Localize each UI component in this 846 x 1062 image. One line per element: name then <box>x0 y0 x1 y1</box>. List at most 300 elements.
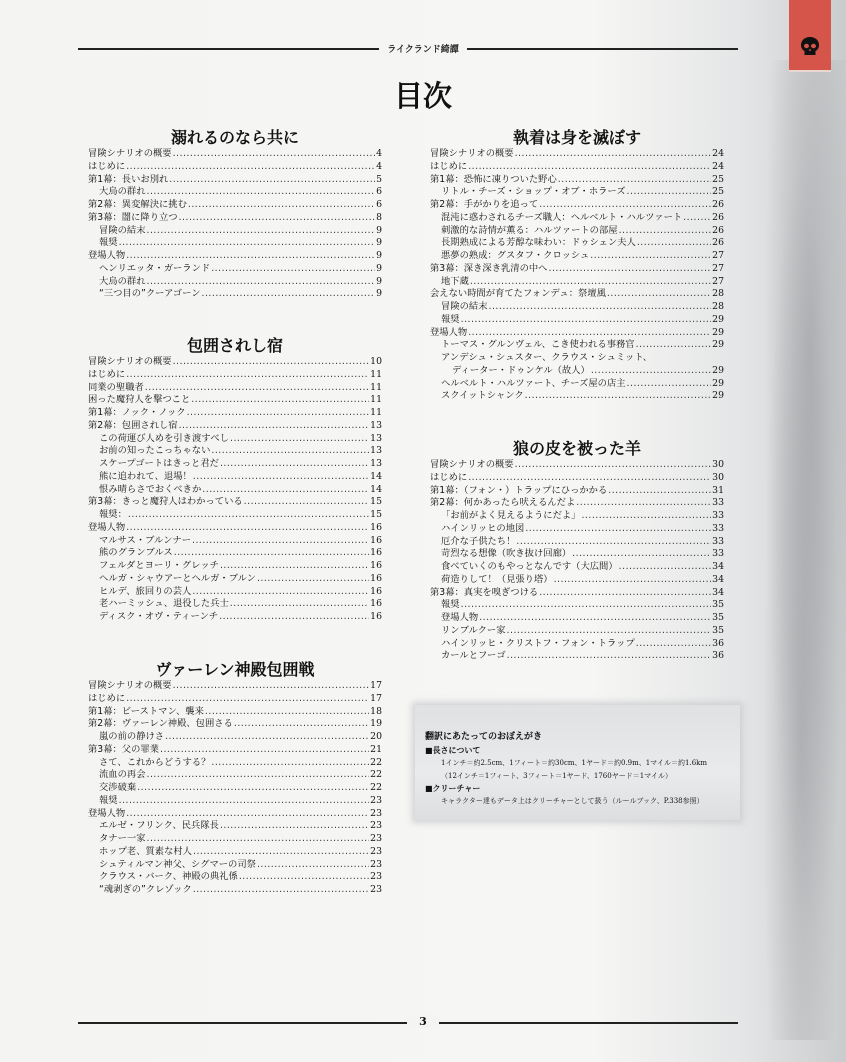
toc-entry-title: フェルダとヨーリ・グレッチ <box>99 560 219 571</box>
toc-entry-title: ハインリッヒ・クリストフ・フォン・トラップ <box>441 637 635 649</box>
toc-entry[interactable] <box>430 327 724 340</box>
toc-entry-title: 第2幕：何かあったら吠えるんだよ <box>430 497 576 509</box>
dot-leader <box>211 263 375 276</box>
toc-entry-title: 第1幕：ノック・ノック <box>88 407 186 418</box>
dot-leader <box>234 718 369 731</box>
dot-leader <box>126 522 369 535</box>
notes-text: 1インチ＝約2.5cm、1フィート＝約30cm、1ヤード＝約0.9m、1マイル＝約1.6km <box>441 759 708 767</box>
toc-entry-title: 第1幕：（フォン・）トラップにひっかかる <box>430 484 608 496</box>
toc-entry[interactable] <box>430 390 724 403</box>
dot-leader <box>192 535 369 548</box>
toc-entry-page: 23 <box>370 884 382 895</box>
toc-entry-title: シュティルマン神父、シグマーの司祭 <box>99 858 256 870</box>
dot-leader <box>636 638 711 651</box>
toc-section <box>430 128 724 403</box>
toc-entry-page: 34 <box>712 561 724 572</box>
toc-entry-page: 33 <box>712 522 724 534</box>
toc-entry[interactable] <box>88 394 382 407</box>
toc-entry[interactable] <box>88 535 382 548</box>
toc-entry[interactable] <box>88 250 382 263</box>
toc-entry-page: 26 <box>712 199 724 210</box>
toc-entry-page: 23 <box>370 820 382 832</box>
toc-entry[interactable] <box>88 356 382 369</box>
toc-entry-title: 第1幕：長いお別れ <box>88 173 169 185</box>
dot-leader <box>572 548 711 561</box>
toc-entry-page: 14 <box>370 470 382 482</box>
dot-leader <box>581 510 711 523</box>
toc-entry[interactable] <box>430 288 724 301</box>
toc-entry-page: 25 <box>712 173 724 185</box>
toc-entry-title: 登場人物 <box>88 807 126 819</box>
toc-entry-title: 刺激的な詩情が薫る：ハルツァートの部屋 <box>441 224 618 236</box>
toc-entry-title: ヘンリエッタ・ガーランド <box>99 262 211 274</box>
page-number <box>0 1015 846 1028</box>
toc-entry-page: 4 <box>376 148 382 159</box>
toc-entry-title: この荷運び人めを引き渡すべし <box>99 432 229 444</box>
toc-entry[interactable] <box>430 485 724 498</box>
toc-entry[interactable] <box>430 650 724 663</box>
toc-entry-page: 5 <box>376 173 382 185</box>
toc-entry[interactable] <box>430 523 724 536</box>
dot-leader <box>558 174 711 187</box>
dot-leader <box>507 650 712 663</box>
toc-entry-page: 35 <box>712 624 724 636</box>
toc-entry-title: 冒険シナリオの概要 <box>88 148 172 159</box>
toc-entry-page: 11 <box>370 394 382 406</box>
toc-entry-page: 9 <box>376 262 382 274</box>
toc-entry-page: 18 <box>370 705 382 717</box>
toc-entry-title: 冒険シナリオの概要 <box>88 356 172 367</box>
toc-entry-title: 登場人物 <box>430 326 468 338</box>
toc-entry[interactable] <box>88 174 382 187</box>
toc-entry-page: 9 <box>376 275 382 287</box>
toc-entry-page: 13 <box>370 419 382 431</box>
toc-entry-page: 23 <box>370 794 382 806</box>
toc-entry-title: 第1幕：ビーストマン、襲来 <box>88 705 204 717</box>
dot-leader <box>525 523 711 536</box>
toc-entry-title: 流血の再会 <box>99 769 146 781</box>
dot-leader <box>202 484 369 497</box>
toc-entry-page: 16 <box>370 534 382 546</box>
toc-entry-page: 9 <box>376 250 382 261</box>
toc-entry-title: クラウス・バーク、神殿の典礼係 <box>99 871 238 883</box>
dot-leader <box>193 884 369 897</box>
toc-entry-page: 16 <box>370 521 382 533</box>
dot-leader <box>244 496 369 509</box>
dot-leader <box>468 472 711 485</box>
toc-entry-title: 熊のグランブルス <box>99 547 173 559</box>
toc-entry-title: はじめに <box>88 368 126 380</box>
dot-leader <box>220 458 369 471</box>
toc-entry-page: 31 <box>712 484 724 496</box>
toc-entry[interactable] <box>88 769 382 782</box>
toc-entry-title: 大烏の群れ <box>99 186 146 198</box>
toc-entry-title: 嵐の前の静けさ <box>99 731 165 742</box>
toc-entry[interactable] <box>430 263 724 276</box>
toc-entry-title: “魂剥ぎの”クレゾック <box>99 884 192 895</box>
toc-entry[interactable] <box>88 693 382 706</box>
toc-entry[interactable] <box>88 871 382 884</box>
dot-leader <box>173 680 370 693</box>
toc-section <box>88 336 382 624</box>
toc-entry[interactable] <box>430 301 724 314</box>
toc-entry[interactable] <box>430 314 724 327</box>
toc-entry-title: アンデシュ・シュスター、クラウス・シュミット、 <box>441 352 653 363</box>
toc-entry[interactable] <box>430 339 724 352</box>
toc-entry[interactable] <box>430 638 724 651</box>
toc-entry-title: ディスク・オヴ・ティーンチ <box>99 611 219 622</box>
toc-entry[interactable] <box>88 611 382 624</box>
toc-entry[interactable] <box>430 548 724 561</box>
toc-entry[interactable] <box>430 199 724 212</box>
dot-leader <box>147 186 376 199</box>
toc-entry-title: 荷造りして！（見張り塔） <box>441 573 553 585</box>
notes-subheading-creature: ■クリーチャー <box>425 784 481 793</box>
toc-entry-page: 29 <box>712 390 724 402</box>
toc-entry[interactable] <box>88 458 382 471</box>
toc-entry[interactable] <box>88 808 382 821</box>
toc-entry[interactable] <box>88 795 382 808</box>
toc-entry[interactable] <box>88 484 382 497</box>
dot-leader <box>507 625 712 638</box>
dot-leader <box>126 693 369 706</box>
dot-leader <box>636 339 712 352</box>
section-title: 執着は身を滅ぼす <box>512 128 641 147</box>
toc-entry-title: ディーター・ドゥンケル（故人） <box>452 364 590 376</box>
section-title: 狼の皮を被った羊 <box>512 439 641 458</box>
toc-entry-title: 報奨 <box>99 794 118 806</box>
skull-icon <box>799 36 821 58</box>
dot-leader <box>619 561 712 574</box>
toc-entry[interactable] <box>88 276 382 289</box>
dot-leader <box>187 407 370 420</box>
notes-subheading-length: ■長さについて <box>425 746 481 755</box>
toc-entry-title: ヘルベルト・ハルツァート、チーズ屋の店主 <box>441 377 626 389</box>
toc-entry-title: ヘルガ・シャウアーとヘルガ・ブルン <box>99 572 256 584</box>
toc-entry-page: 16 <box>370 598 382 610</box>
toc-entry-title: 第3幕：父の罪業 <box>88 743 159 755</box>
toc-entry-title: 第3幕：真実を嗅ぎつける <box>430 586 539 598</box>
toc-entry-page: 35 <box>712 612 724 623</box>
toc-entry-title: カールとフーゴ <box>441 650 506 662</box>
toc-entry-title: はじめに <box>430 471 468 483</box>
dot-leader <box>192 586 369 599</box>
toc-entry-page: 22 <box>370 756 382 768</box>
dot-leader <box>173 356 370 369</box>
dot-leader <box>653 352 723 365</box>
toc-entry[interactable] <box>430 625 724 638</box>
dot-leader <box>515 148 712 161</box>
toc-entry[interactable] <box>88 757 382 770</box>
dot-leader <box>257 573 369 586</box>
toc-entry-page: 27 <box>712 250 724 261</box>
toc-entry[interactable] <box>88 237 382 250</box>
toc-entry-page: 22 <box>370 782 382 793</box>
toc-entry[interactable] <box>88 263 382 276</box>
toc-section <box>430 439 724 663</box>
toc-entry[interactable] <box>88 731 382 744</box>
toc-entry-page: 16 <box>370 585 382 597</box>
toc-entry[interactable] <box>430 536 724 549</box>
toc-entry-page: 29 <box>712 339 724 351</box>
toc-entry[interactable] <box>88 560 382 573</box>
toc-entry-title: スケープゴートはきっと君だ <box>99 458 219 469</box>
toc-entry-title: 冒険の結末 <box>99 224 146 236</box>
toc-entry-title: 恨み晴らさでおくべきか <box>99 483 202 495</box>
toc-entry[interactable] <box>88 598 382 611</box>
dot-leader <box>683 212 711 225</box>
toc-entry-title: エルゼ・フリンク、民兵隊長 <box>99 820 219 832</box>
toc-entry-title: 報奨： <box>99 509 127 520</box>
dot-leader <box>211 757 369 770</box>
toc-entry[interactable] <box>88 496 382 509</box>
toc-entry-title: 登場人物 <box>88 521 126 533</box>
toc-entry[interactable] <box>430 378 724 391</box>
toc-entry[interactable] <box>88 680 382 693</box>
toc-entry-title: 同業の聖職者 <box>88 381 144 393</box>
toc-entry-page: 30 <box>712 471 724 483</box>
toc-entry[interactable] <box>88 744 382 757</box>
toc-entry[interactable] <box>88 407 382 420</box>
toc-entry[interactable] <box>88 288 382 301</box>
toc-entry[interactable] <box>88 225 382 238</box>
toc-entry-page: 34 <box>712 586 724 598</box>
toc-entry-title: 「お前がよく見えるようにだよ」 <box>441 510 581 521</box>
toc-entry-page: 29 <box>712 313 724 325</box>
toc-entry-page: 23 <box>370 845 382 857</box>
toc-entry[interactable] <box>430 250 724 263</box>
toc-entry-page: 29 <box>712 326 724 338</box>
toc-entry[interactable] <box>430 225 724 238</box>
dot-leader <box>128 509 369 522</box>
toc-entry-page: 22 <box>370 769 382 781</box>
toc-entry-title: 報奨 <box>441 599 460 611</box>
toc-entry-title: 大烏の群れ <box>99 275 146 287</box>
toc-section <box>88 660 382 897</box>
toc-entry[interactable] <box>88 433 382 446</box>
page-number-text: 3 <box>407 1015 439 1028</box>
toc-entry-page: 13 <box>370 445 382 457</box>
toc-entry-title: 第2幕：手がかりを追って <box>430 199 539 210</box>
toc-entry-title: 混沌に惑わされるチーズ職人：ヘルベルト・ハルツァート <box>441 211 683 223</box>
toc-entry-page: 28 <box>712 288 724 300</box>
toc-entry[interactable] <box>88 884 382 897</box>
toc-entry-title: ホップ老、質素な村人 <box>99 845 192 857</box>
toc-entry-page: 36 <box>712 637 724 649</box>
dot-leader <box>468 327 711 340</box>
dot-leader <box>548 263 711 276</box>
dot-leader <box>119 795 370 808</box>
toc-entry[interactable] <box>88 369 382 382</box>
toc-entry[interactable] <box>88 161 382 174</box>
toc-entry-page: 29 <box>712 364 724 376</box>
toc-entry[interactable] <box>88 522 382 535</box>
toc-entry-page: 14 <box>370 483 382 495</box>
dot-leader <box>619 225 712 238</box>
dot-leader <box>219 611 369 624</box>
toc-entry[interactable] <box>88 509 382 522</box>
toc-entry[interactable] <box>430 186 724 199</box>
toc-entry-title: 第3幕：闇に降り立つ <box>88 211 178 223</box>
toc-entry-title: 第2幕：ヴァーレン神殿、包囲さる <box>88 718 233 730</box>
toc-entry-page: 15 <box>370 509 382 520</box>
toc-entry-page: 19 <box>370 718 382 730</box>
toc-entry-page: 24 <box>712 160 724 172</box>
dot-leader <box>169 174 375 187</box>
toc-entry-page: 6 <box>376 186 382 198</box>
toc-entry-title: 冒険シナリオの概要 <box>430 148 514 159</box>
dot-leader <box>147 225 376 238</box>
toc-entry[interactable] <box>430 148 724 161</box>
notes-text: キャラクター達もデータ上はクリーチャーとして扱う（ルールブック、P.338参照） <box>441 797 704 805</box>
toc-entry[interactable] <box>430 237 724 250</box>
dot-leader <box>627 378 712 391</box>
toc-entry-page: 23 <box>370 833 382 844</box>
toc-entry[interactable] <box>430 472 724 485</box>
dot-leader <box>461 599 712 612</box>
toc-entry[interactable] <box>430 276 724 289</box>
toc-entry[interactable] <box>88 186 382 199</box>
toc-entry-page: 9 <box>376 224 382 236</box>
toc-entry[interactable] <box>88 833 382 846</box>
page-title: 目次 <box>393 79 452 113</box>
toc-entry-page: 21 <box>370 743 382 755</box>
toc-entry[interactable] <box>430 174 724 187</box>
toc-entry-title: 報奨 <box>441 313 460 325</box>
toc-entry-page: 13 <box>370 432 382 444</box>
toc-entry[interactable] <box>88 148 382 161</box>
dot-leader <box>188 199 375 212</box>
toc-entry[interactable] <box>430 212 724 225</box>
toc-entry[interactable] <box>430 459 724 472</box>
toc-entry-page: 26 <box>712 237 724 249</box>
dot-leader <box>147 769 370 782</box>
section-title: ヴァーレン神殿包囲戦 <box>155 660 315 679</box>
toc-entry-page: 28 <box>712 301 724 312</box>
toc-entry-page: 29 <box>712 377 724 389</box>
dot-leader <box>179 212 375 225</box>
dot-leader <box>126 808 369 821</box>
toc-entry-title: お前の知ったこっちゃない <box>99 445 211 457</box>
dot-leader <box>165 731 369 744</box>
toc-entry[interactable] <box>88 445 382 458</box>
toc-entry-title: タナー一家 <box>99 833 146 844</box>
dot-leader <box>608 485 711 498</box>
toc-entry[interactable] <box>88 199 382 212</box>
toc-entry-title: 第3幕：深き深き乳清の中へ <box>430 262 548 274</box>
toc-entry[interactable] <box>88 573 382 586</box>
toc-entry-page: 27 <box>712 275 724 287</box>
toc-entry[interactable] <box>430 612 724 625</box>
dot-leader <box>174 547 369 560</box>
toc-entry-title: 登場人物 <box>88 250 126 261</box>
translation-notes-box <box>415 705 740 820</box>
toc-entry-page: 16 <box>370 572 382 584</box>
dot-leader <box>479 612 711 625</box>
toc-entry[interactable] <box>430 599 724 612</box>
toc-entry[interactable] <box>88 547 382 560</box>
toc-entry-page: 10 <box>370 356 382 367</box>
toc-entry-page: 15 <box>370 496 382 508</box>
toc-entry[interactable] <box>430 561 724 574</box>
toc-entry-page: 11 <box>370 381 382 393</box>
toc-entry-title: 冒険シナリオの概要 <box>88 680 172 691</box>
dot-leader <box>468 161 711 174</box>
toc-entry[interactable] <box>430 161 724 174</box>
toc-entry[interactable] <box>88 859 382 872</box>
toc-entry[interactable] <box>88 846 382 859</box>
toc-entry[interactable] <box>430 510 724 523</box>
toc-entry[interactable] <box>430 352 724 365</box>
dot-leader <box>119 237 375 250</box>
toc-entry-page: 13 <box>370 458 382 469</box>
toc-entry-title: スクイットシャンク <box>441 390 524 402</box>
dot-leader <box>145 382 369 395</box>
toc-entry-page: 16 <box>370 560 382 571</box>
dot-leader <box>137 782 369 795</box>
dot-leader <box>515 459 712 472</box>
toc-entry-title: 悪夢の熟成：グスタフ・クロッシュ <box>441 250 590 261</box>
toc-entry[interactable] <box>430 497 724 510</box>
toc-entry-page: 33 <box>712 535 724 547</box>
toc-entry-title: 冒険の結末 <box>441 301 488 312</box>
toc-entry-title: ヒルデ、旅回りの芸人 <box>99 585 192 597</box>
toc-entry[interactable] <box>88 212 382 225</box>
toc-entry[interactable] <box>430 365 724 378</box>
toc-entry[interactable] <box>88 382 382 395</box>
toc-entry-page: 33 <box>712 548 724 560</box>
toc-entry[interactable] <box>88 420 382 433</box>
dot-leader <box>591 365 711 378</box>
chapter-tab <box>789 0 831 72</box>
dot-leader <box>516 536 711 549</box>
toc-entry-page: 26 <box>712 224 724 236</box>
toc-entry[interactable] <box>430 574 724 587</box>
toc-entry-title: 苛烈なる想像（吹き抜け回廊） <box>441 548 572 560</box>
dot-leader <box>220 560 369 573</box>
toc-entry-title: 登場人物 <box>441 612 479 623</box>
toc-entry[interactable] <box>88 471 382 484</box>
dot-leader <box>637 237 711 250</box>
toc-entry[interactable] <box>430 587 724 600</box>
dot-leader <box>230 433 369 446</box>
toc-entry-page: 9 <box>376 288 382 300</box>
toc-entry-title: ハインリッヒの地図 <box>441 522 525 534</box>
toc-entry-title: 第2幕：包囲されし宿 <box>88 419 178 431</box>
toc-entry[interactable] <box>88 586 382 599</box>
toc-entry-page: 33 <box>712 497 724 509</box>
dot-leader <box>627 186 712 199</box>
toc-entry[interactable] <box>88 718 382 731</box>
toc-entry-title: 第1幕：恐怖に凍りついた野心 <box>430 173 557 185</box>
toc-entry[interactable] <box>88 706 382 719</box>
toc-entry[interactable] <box>88 782 382 795</box>
section-title: 包囲されし宿 <box>186 336 283 355</box>
notes-heading: 翻訳にあたってのおぼえがき <box>425 732 543 742</box>
toc-entry-page: 11 <box>370 407 382 418</box>
toc-entry[interactable] <box>88 820 382 833</box>
dot-leader <box>147 833 370 846</box>
dot-leader <box>126 369 369 382</box>
toc-entry-title: 長期熟成による芳醇な味わい：ドゥシェン夫人 <box>441 237 636 249</box>
dot-leader <box>489 301 712 314</box>
toc-entry-title: 報奨 <box>99 237 118 249</box>
dot-leader <box>147 276 376 289</box>
toc-entry-title: 熊に追われて、退場！ <box>99 470 192 482</box>
dot-leader <box>576 497 711 510</box>
toc-entry-page: 17 <box>370 680 382 691</box>
toc-entry-title: さて、これからどうする？ <box>99 756 211 768</box>
